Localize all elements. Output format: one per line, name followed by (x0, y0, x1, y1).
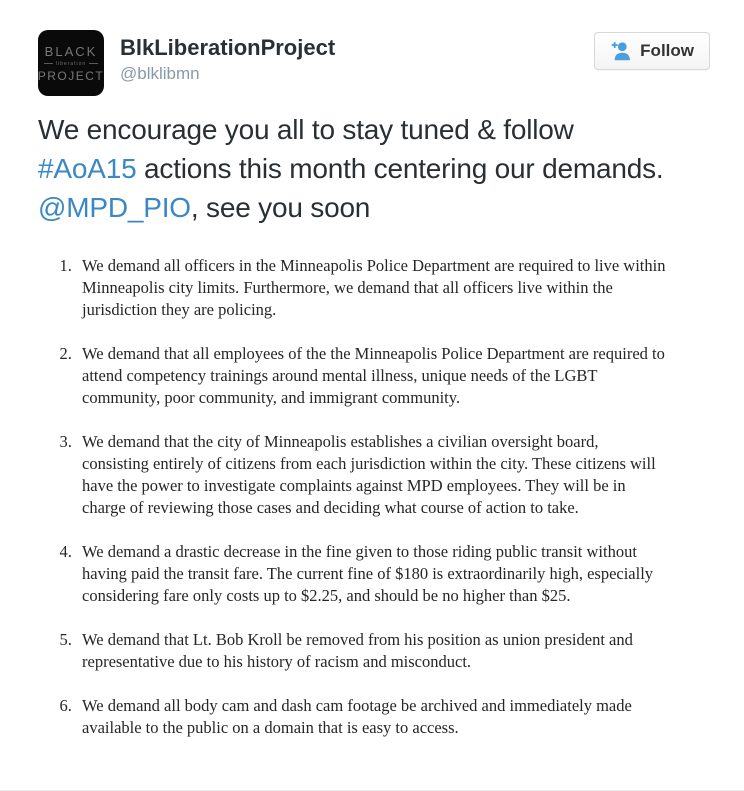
avatar-text-liberation-row (44, 61, 98, 67)
avatar-dash-left (44, 63, 53, 64)
demands-image[interactable] (46, 255, 686, 739)
tweet-text-segment: actions this month centering our demands. (136, 153, 664, 184)
avatar[interactable] (38, 30, 104, 96)
demands-list (46, 255, 666, 739)
follow-button[interactable] (594, 32, 710, 70)
tweet-text-segment: We encourage you all to stay tuned & follow (38, 114, 574, 145)
avatar-text-liberation: liberation (55, 60, 87, 67)
avatar-text-black: BLACK (44, 43, 98, 59)
follow-label: Follow (640, 41, 694, 60)
avatar-dash-right (89, 63, 98, 64)
hashtag-link[interactable]: #AoA15 (38, 153, 137, 184)
demand-item: 6. We demand all body cam and dash cam footage be archived and immediately made available to the public on a domain that is easy to access. (76, 695, 666, 739)
tweet-header (38, 30, 710, 96)
display-name[interactable]: BlkLiberationProject (120, 35, 336, 60)
demand-item: 5. We demand that Lt. Bob Kroll be removed from his position as union president and representative due to his history of racism and misconduct. (76, 629, 666, 673)
add-person-icon (610, 40, 632, 62)
tweet-text (38, 110, 678, 227)
demand-item: 3. We demand that the city of Minneapolis establishes a civilian oversight board, consisting entirely of citizens from each jurisdiction within the city. These citizens will have the power to investigate complaints against MPD employees. They will be in charge of reviewing those cases and deciding what course of action to take. (76, 431, 666, 519)
demand-item: 4. We demand a drastic decrease in the fine given to those riding public transit without having paid the transit fare. The current fine of $180 is extraordinarily high, especially considering fare only costs up to $2.25, and should be no higher than $25. (76, 541, 666, 607)
avatar-text-project: PROJECT (37, 68, 105, 83)
mention-link[interactable]: @MPD_PIO (38, 192, 191, 223)
demand-item: 1. We demand all officers in the Minneapolis Police Department are required to live within Minneapolis city limits. Furthermore, we demand that all officers live within the jurisdiction they are policing. (76, 255, 666, 321)
demand-item: 2. We demand that all employees of the the Minneapolis Police Department are required to attend competency trainings around mental illness, unique needs of the LGBT community, poor community, and immigrant community. (76, 343, 666, 409)
tweet-text-segment: , see you soon (190, 192, 371, 223)
user-block (120, 30, 335, 84)
user-handle[interactable]: @blklibmn (120, 64, 200, 83)
